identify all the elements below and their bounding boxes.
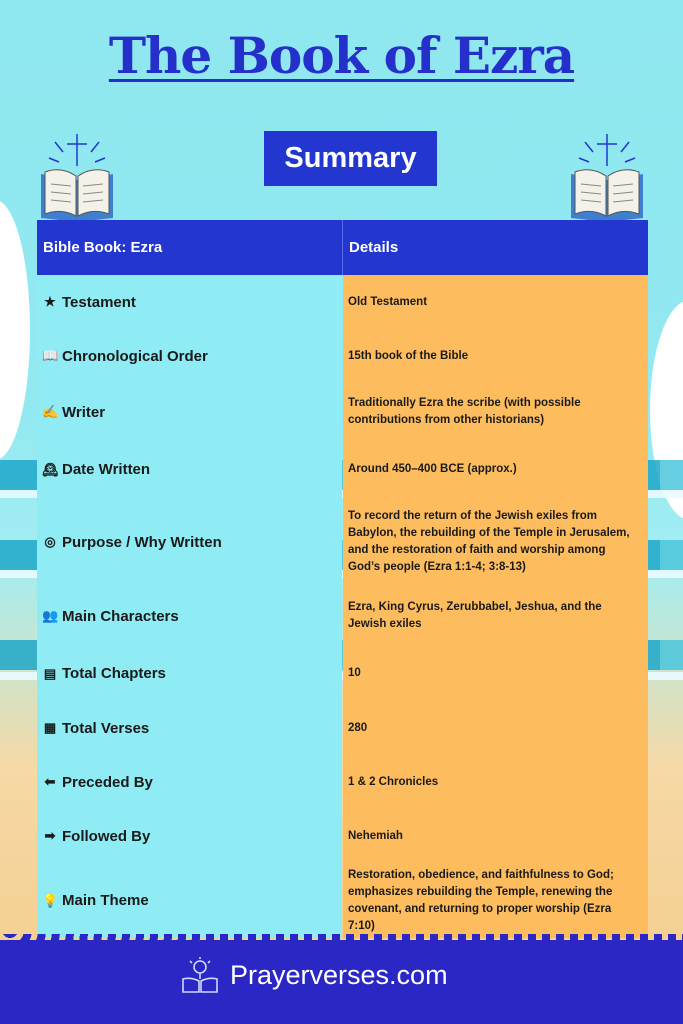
summary-table: [37, 220, 648, 938]
header-divider: [342, 220, 343, 275]
target-icon: ◎: [44, 534, 56, 549]
document-icon: ▤: [43, 665, 57, 681]
table-row-total-chapters: [37, 646, 648, 701]
row-label: Writer: [62, 403, 106, 421]
row-label: Followed By: [62, 827, 151, 845]
clock-icon: 🕰: [42, 461, 59, 477]
row-value: Nehemiah: [348, 829, 403, 842]
row-value: 10: [348, 667, 361, 679]
summary-label: Summary: [264, 131, 437, 186]
row-value: 15th book of the Bible: [348, 349, 469, 362]
row-value: To record the return of the Jewish exiles from Babylon, the rebuilding of the Temple in Jerusalem, and the restoration of faith and worship among God’s people (Ezra 1:1-4; 3:8-13): [348, 510, 630, 573]
row-label: Purpose / Why Written: [62, 533, 222, 551]
book-icon: 📖: [42, 348, 59, 363]
row-value: Old Testament: [348, 295, 428, 308]
row-value: Ezra, King Cyrus, Zerubbabel, Jeshua, and the Jewish exiles: [348, 601, 602, 630]
row-label: Main Characters: [62, 607, 179, 625]
header-book: Bible Book: Ezra: [43, 239, 163, 256]
bible-cross-icon: [35, 128, 119, 224]
writing-hand-icon: ✍: [42, 404, 59, 419]
star-icon: ★: [44, 294, 56, 309]
row-value: Restoration, obedience, and faithfulness to God; emphasizes rebuilding the Temple, renewing the covenant, and returning to proper worship (Ezra 7:10): [348, 868, 614, 932]
table-row-main-theme: [37, 863, 648, 938]
row-label: Date Written: [62, 461, 151, 478]
row-label: Preceded By: [62, 773, 153, 791]
footer-brand[interactable]: [180, 955, 448, 995]
footer-wave: [0, 934, 683, 946]
table-row-preceded-by: [37, 755, 648, 809]
table-row-date-written: [37, 441, 648, 498]
row-value: 280: [348, 721, 368, 734]
page-title: The Book of Ezra: [108, 26, 575, 85]
table-row-total-verses: [37, 701, 648, 755]
row-label: Total Chapters: [62, 665, 166, 682]
row-label: Main Theme: [62, 892, 149, 909]
row-label: Chronological Order: [62, 347, 208, 365]
bible-cross-icon: [565, 128, 649, 224]
lightbulb-icon: 💡: [42, 892, 59, 908]
table-header: [37, 220, 648, 275]
numbers-icon: ▦: [43, 720, 57, 735]
row-value: 1 & 2 Chronicles: [348, 775, 439, 788]
people-icon: 👥: [42, 608, 59, 623]
table-row-writer: [37, 383, 648, 441]
table-row-chronological-order: [37, 329, 648, 383]
row-label: Total Verses: [62, 719, 150, 737]
arrow-left-icon: ⬅: [44, 774, 56, 789]
header-details: Details: [349, 239, 399, 256]
table-row-main-characters: [37, 586, 648, 646]
table-row-followed-by: [37, 809, 648, 863]
arrow-right-icon: ➡: [44, 828, 56, 843]
row-label: Testament: [62, 293, 136, 311]
book-lightbulb-icon: [180, 955, 220, 995]
row-value: Traditionally Ezra the scribe (with possible contributions from other historians): [348, 397, 581, 426]
row-value: Around 450–400 BCE (approx.): [348, 463, 517, 475]
table-row-purpose: [37, 498, 648, 586]
brand-name[interactable]: Prayerverses.com: [230, 959, 448, 990]
table-row-testament: [37, 275, 648, 329]
